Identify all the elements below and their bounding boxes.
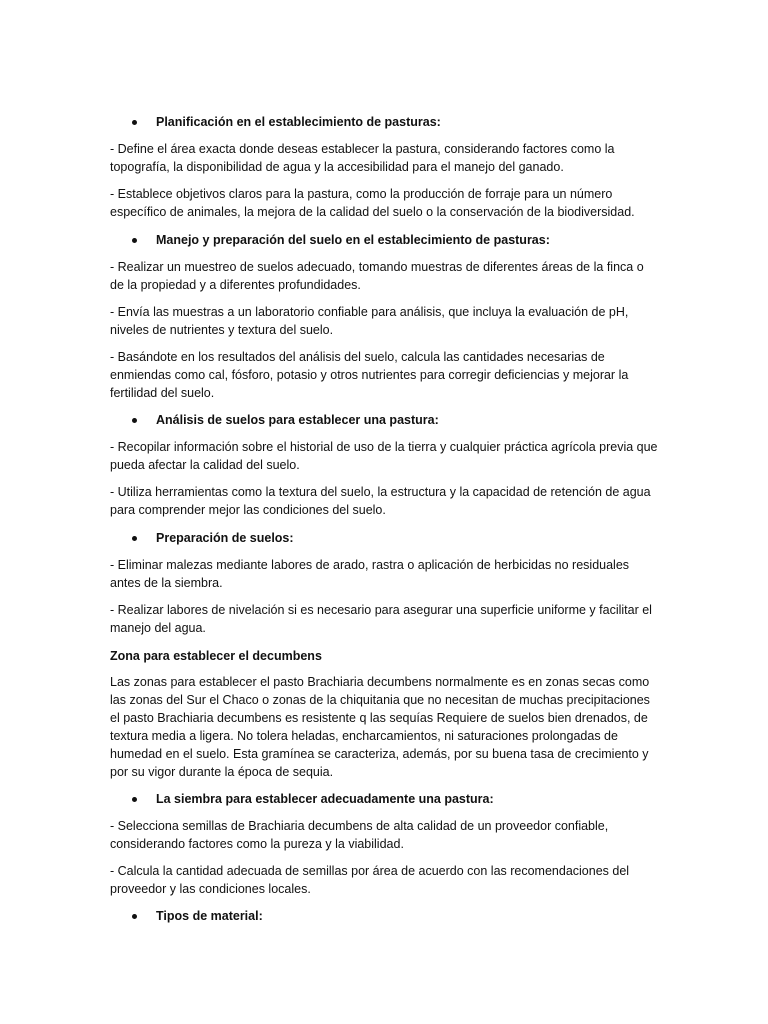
paragraph: - Selecciona semillas de Brachiaria decumbens de alta calidad de un proveedor confiable, considerando factores como la pureza y la viabilidad. xyxy=(110,819,609,851)
paragraph: - Recopilar información sobre el historial de uso de la tierra y cualquier práctica agrícola previa que pueda afectar la calidad del suelo. xyxy=(110,440,658,472)
heading-text: Tipos de material: xyxy=(156,909,263,923)
section-heading xyxy=(110,790,658,808)
paragraph: - Eliminar malezas mediante labores de arado, rastra o aplicación de herbicidas no residuales antes de la siembra. xyxy=(110,558,630,590)
bullet-icon xyxy=(132,418,137,423)
zona-heading: Zona para establecer el decumbens xyxy=(110,649,322,663)
paragraph: - Calcula la cantidad adecuada de semillas por área de acuerdo con las recomendaciones del proveedor y las condiciones locales. xyxy=(110,864,630,896)
paragraph: Las zonas para establecer el pasto Brachiaria decumbens normalmente es en zonas secas como las zonas del Sur el Chaco o zonas de la chiquitania que no necesitan de muchas precipitaciones el pasto Brachiaria decumbens es resistente q las sequías Requiere de suelos bien drenados, de textura media a ligera. No tolera heladas, encharcamientos, ni saturaciones prolongadas de humedad en el suelo. Esta gramínea se caracteriza, además, por su buena tasa de crecimiento y por su vigor durante la época de sequia. xyxy=(110,675,650,779)
bullet-icon xyxy=(132,120,137,125)
heading-text: La siembra para establecer adecuadamente una pastura: xyxy=(156,792,494,806)
paragraph: - Basándote en los resultados del análisis del suelo, calcula las cantidades necesarias de enmiendas como cal, fósforo, potasio y otros nutrientes para corregir deficiencias y mejorar la fertilidad del suelo. xyxy=(110,350,629,400)
paragraph: - Realizar un muestreo de suelos adecuado, tomando muestras de diferentes áreas de la finca o de la propiedad y a diferentes profundidades. xyxy=(110,260,644,292)
heading-text: Planificación en el establecimiento de pasturas: xyxy=(156,115,441,129)
bullet-icon xyxy=(132,238,137,243)
section-heading xyxy=(110,529,658,547)
paragraph: - Define el área exacta donde deseas establecer la pastura, considerando factores como la topografía, la disponibilidad de agua y la accesibilidad para el manejo del ganado. xyxy=(110,142,615,174)
section-heading xyxy=(110,231,658,249)
bullet-icon xyxy=(132,914,137,919)
section-heading xyxy=(110,113,658,131)
bullet-icon xyxy=(132,536,137,541)
paragraph: - Envía las muestras a un laboratorio confiable para análisis, que incluya la evaluación de pH, niveles de nutrientes y textura del suelo. xyxy=(110,305,629,337)
section-heading xyxy=(110,411,658,429)
heading-text: Manejo y preparación del suelo en el establecimiento de pasturas: xyxy=(156,233,550,247)
paragraph: - Realizar labores de nivelación si es necesario para asegurar una superficie uniforme y facilitar el manejo del agua. xyxy=(110,603,652,635)
paragraph: - Establece objetivos claros para la pastura, como la producción de forraje para un número específico de animales, la mejora de la calidad del suelo o la conservación de la biodiversidad. xyxy=(110,187,635,219)
section-heading xyxy=(110,907,658,925)
heading-text: Preparación de suelos: xyxy=(156,531,294,545)
bullet-icon xyxy=(132,797,137,802)
heading-text: Análisis de suelos para establecer una pastura: xyxy=(156,413,439,427)
paragraph: - Utiliza herramientas como la textura del suelo, la estructura y la capacidad de retención de agua para comprender mejor las condiciones del suelo. xyxy=(110,485,651,517)
